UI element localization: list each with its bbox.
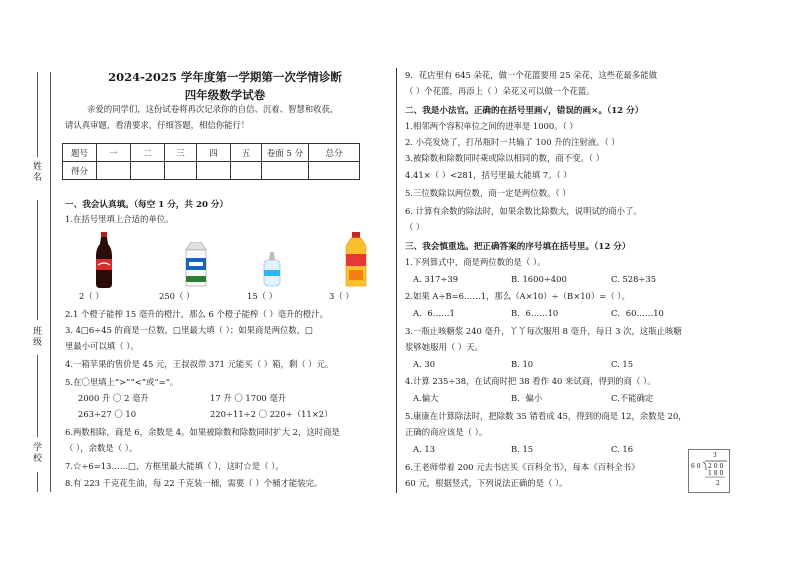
- compare-item: 2000 升 〇 2 毫升: [78, 393, 149, 403]
- score-cell[interactable]: [131, 162, 165, 180]
- exam-subtitle: 四年级数学试卷: [184, 88, 266, 102]
- class-label: 班级: [32, 327, 42, 348]
- choice-option: C．60……10: [611, 308, 664, 318]
- division-product: 1 8 0: [708, 470, 724, 477]
- choice-option: C. 15: [611, 359, 634, 369]
- section-1-heading: 一、我会认真填。（每空 1 分，共 20 分）: [65, 200, 229, 210]
- choice-option: A. 13: [413, 444, 436, 454]
- choice-option: B. 10: [511, 359, 534, 369]
- section-3-heading: 三、我会慎重选。把正确答案的序号填在括号里。（12 分）: [405, 242, 631, 252]
- choice-option: A．6……1: [413, 308, 455, 318]
- question-6-line-2: （ ），余数是（ ）。: [65, 443, 138, 453]
- question-8: 8.有 223 千克花生油，每 22 千克装一桶，需要（ ）个桶才能装完。: [65, 478, 323, 488]
- judge-item: 1.相邻两个容积单位之间的进率是 1000。（ ）: [405, 121, 578, 131]
- judge-item: 3.被除数和除数同时乘或除以相同的数，商不变。（ ）: [405, 153, 605, 163]
- question-5: 5.在〇里填上“>”“<”或“=”。: [65, 377, 179, 387]
- judge-item: 4.41×（ ）<281，括号里最大能填 7。（ ）: [405, 170, 572, 180]
- exam-title: 2024-2025 学年度第一学期第一次学情诊断: [108, 70, 342, 84]
- question-4: 4.一箱苹果的售价是 45 元，王叔叔带 371 元能买（ ）箱，剩（ ）元。: [65, 359, 334, 369]
- division-dividend: 2 0 0: [708, 463, 724, 470]
- intro-line-1: 亲爱的同学们，这份试卷将再次记录你的自信、沉着、智慧和收获，: [87, 104, 339, 114]
- question-6-line-1: 6.两数相除，商是 6，余数是 4。如果被除数和除数同时扩大 2，这时商是: [65, 427, 340, 437]
- compare-item: 17 升 〇 1700 毫升: [210, 393, 287, 403]
- table-cell: 四: [197, 144, 231, 162]
- product-label-milk: 250（ ）: [159, 291, 195, 301]
- choice-1: 1.下列算式中，商是两位数的是（ ）。: [405, 257, 546, 267]
- intro-line-2: 请认真审题，看清要求，仔细答题，相信你能行！: [65, 120, 250, 130]
- table-cell: 一: [97, 144, 131, 162]
- margin-line: [37, 355, 38, 437]
- division-divisor: 6 0: [691, 463, 701, 470]
- milk-box-icon: [183, 242, 209, 288]
- score-cell[interactable]: [97, 162, 131, 180]
- question-9-line-1: 9．花店里有 645 朵花，做一个花篮要用 25 朵花，这些花最多能做: [405, 70, 657, 80]
- score-cell[interactable]: [309, 162, 360, 180]
- name-label: 姓名: [32, 162, 42, 183]
- choice-option: B. 1600÷400: [511, 274, 567, 284]
- choice-option: A.偏大: [413, 393, 439, 403]
- choice-option: B. 15: [511, 444, 534, 454]
- choice-option: A. 30: [413, 359, 436, 369]
- table-cell: 题号: [63, 144, 97, 162]
- score-cell[interactable]: [197, 162, 231, 180]
- choice-4: 4.计算 235÷38，在试商时把 38 看作 40 来试商，得到的商（ ）。: [405, 376, 656, 386]
- division-remainder: 2: [716, 480, 720, 487]
- choice-option: C.不能确定: [611, 393, 654, 403]
- choice-option: B．6……10: [511, 308, 559, 318]
- choice-6-line-1: 6.王老师带着 200 元去书店买《百科全书》，每本《百科全书》: [405, 462, 640, 472]
- score-cell[interactable]: [165, 162, 197, 180]
- long-division-figure: [688, 449, 730, 493]
- question-9-line-2: （ ）个花篮，再添上（ ）朵花又可以做一个花篮。: [405, 86, 595, 96]
- judge-item: 2. 小亮发烧了，打吊瓶时一共输了 100 升的注射液。（ ）: [405, 137, 620, 147]
- margin-line: [37, 200, 38, 320]
- choice-5-line-2: 正确的商应该是（ ）。: [405, 427, 488, 437]
- judge-item: 5.三位数除以两位数，商一定是两位数。（ ）: [405, 188, 571, 198]
- question-3-line-2: 里最小可以填（ ）。: [65, 341, 139, 351]
- table-cell: 三: [165, 144, 197, 162]
- compare-item: 263÷27 〇 10: [78, 409, 137, 419]
- question-1: 1.在括号里填上合适的单位。: [65, 214, 174, 224]
- table-cell: 五: [231, 144, 262, 162]
- score-table: [62, 143, 360, 180]
- margin-line: [37, 72, 38, 157]
- table-cell: 二: [131, 144, 165, 162]
- product-label-oil: 3（ ）: [329, 291, 354, 301]
- table-cell: 卷面 5 分: [262, 144, 309, 162]
- choice-option: C. 528÷35: [611, 274, 657, 284]
- score-table-score-row: [63, 162, 360, 180]
- eye-drop-icon: [260, 252, 284, 288]
- choice-2: 2.如果 A÷B=6……1，那么（A×10）÷（B×10）=（ ）。: [405, 291, 630, 301]
- question-2: 2.1 个橙子能榨 15 毫升的橙汁，那么 6 个橙子能榨（ ）毫升的橙汁。: [65, 309, 329, 319]
- choice-6-line-2: 60 元，根据竖式，下列说法正确的是（ ）。: [405, 478, 568, 488]
- margin-line: [37, 472, 38, 492]
- compare-item: 220÷11÷2 〇 220÷（11×2）: [210, 409, 333, 419]
- choice-3-line-2: 浆够她服用（ ）天。: [405, 342, 484, 352]
- table-cell: 得分: [63, 162, 97, 180]
- margin-line: [50, 72, 51, 492]
- score-table-header-row: [63, 144, 360, 162]
- choice-option: A. 317÷39: [413, 274, 459, 284]
- table-cell: 总分: [309, 144, 360, 162]
- score-cell[interactable]: [262, 162, 309, 180]
- choice-option: B．偏小: [511, 393, 543, 403]
- question-7: 7.☆÷6=13……□，方框里最大能填（ ），这时☆是（ ）。: [65, 461, 284, 471]
- choice-option: C. 16: [611, 444, 634, 454]
- cola-bottle-icon: [92, 232, 116, 288]
- choice-5-line-1: 5.康康在计算除法时，把除数 35 错看成 45，得到的商是 12，余数是 20，: [405, 411, 687, 421]
- product-label-eyedrop: 15（ ）: [247, 291, 278, 301]
- score-cell[interactable]: [231, 162, 262, 180]
- section-2-heading: 二、我是小法官。正确的在括号里画√，错误的画×。（12 分）: [405, 106, 644, 116]
- column-divider: [396, 68, 397, 493]
- division-quotient: 3: [713, 452, 717, 459]
- question-3-line-1: 3. 4□6÷45 的商是一位数，□里最大填（ ）；如果商是两位数，□: [65, 325, 314, 335]
- choice-3-line-1: 3.一瓶止咳糖浆 240 毫升，丫丫每次服用 8 毫升，每日 3 次，这瓶止咳糖: [405, 326, 682, 336]
- judge-item-6-line-2: （ ）: [405, 222, 425, 232]
- school-label: 学校: [32, 443, 42, 464]
- oil-bottle-icon: [342, 232, 370, 288]
- product-label-cola: 2（ ）: [79, 291, 104, 301]
- judge-item-6-line-1: 6. 计算有余数的除法时，如果余数比除数大，说明试的商小了。: [405, 206, 642, 216]
